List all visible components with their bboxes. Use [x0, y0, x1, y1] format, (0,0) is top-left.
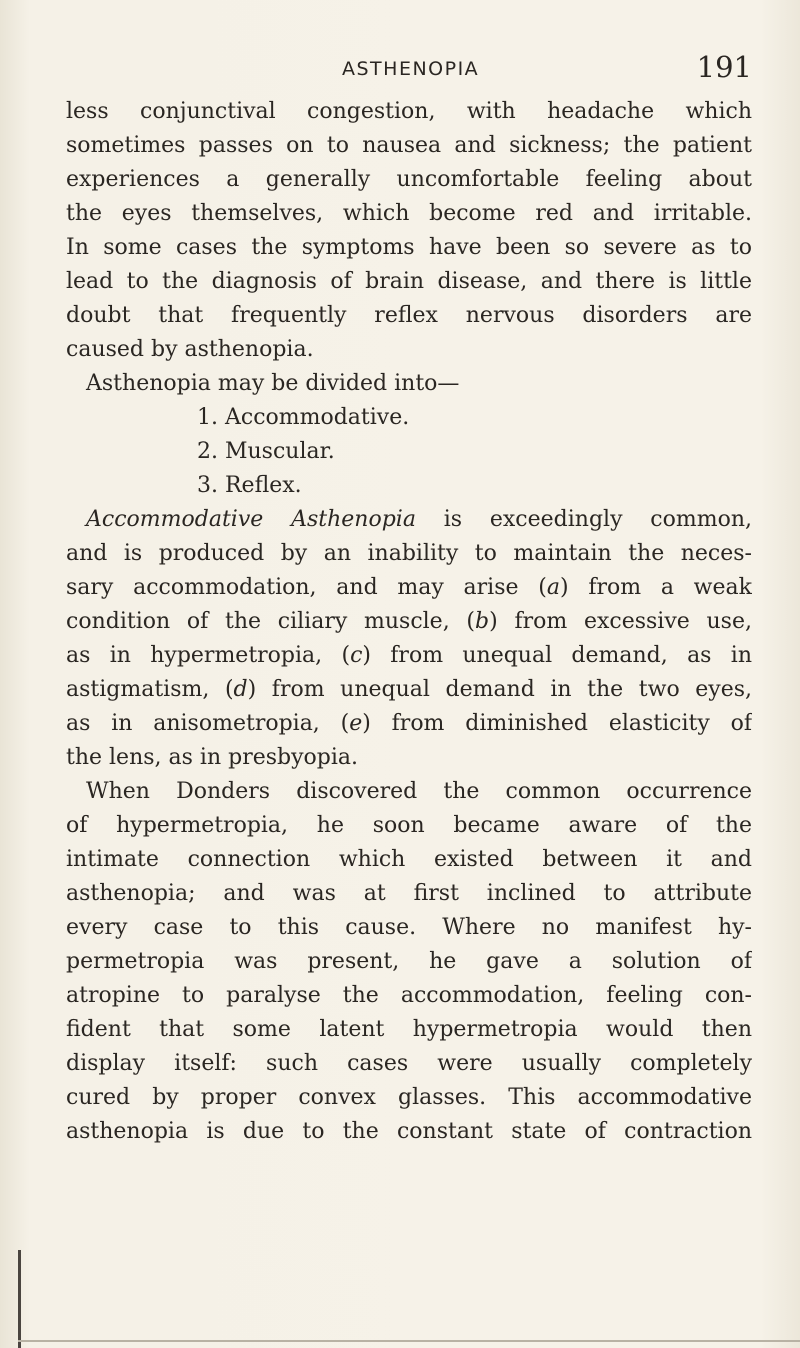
body-text: [66, 95, 752, 1149]
text-line-italic-lead: Accommodative Asthenopia is exceedingly common,: [86, 507, 752, 532]
text-line: lead to the diagnosis of brain disease, and there is little: [66, 269, 752, 294]
enumerator-letter: a: [546, 575, 560, 600]
page-edge-mark: [18, 1250, 21, 1348]
text-line: cured by proper convex glasses. This accommodative: [66, 1085, 752, 1110]
text-line: Asthenopia may be divided into—: [86, 371, 460, 396]
text-line: atropine to paralyse the accommodation, feeling con-: [66, 983, 752, 1008]
page-bottom-edge: [18, 1340, 800, 1342]
page-header: [66, 50, 752, 90]
text-line: the eyes themselves, which become red and irritable.: [66, 201, 752, 226]
list-item: 2. Muscular.: [197, 439, 335, 464]
text-line: display itself: such cases were usually completely: [66, 1051, 752, 1076]
enumerator-letter: b: [475, 609, 490, 634]
text-line: experiences a generally uncomfortable feeling about: [66, 167, 752, 192]
text-line: When Donders discovered the common occurrence: [86, 779, 752, 804]
text-line: doubt that frequently reflex nervous disorders are: [66, 303, 752, 328]
list-item: 1. Accommodative.: [197, 405, 410, 430]
text-line: asthenopia; and was at first inclined to attribute: [66, 881, 752, 906]
text-line: sary accommodation, and may arise (a) from a weak: [66, 575, 752, 600]
italic-term: Accommodative Asthenopia: [86, 507, 416, 532]
text-line: asthenopia is due to the constant state of contraction: [66, 1119, 752, 1144]
running-title: ASTHENOPIA: [342, 58, 480, 80]
text-line: every case to this cause. Where no manifest hy-: [66, 915, 752, 940]
text-line: permetropia was present, he gave a solution of: [66, 949, 752, 974]
text-line: of hypermetropia, he soon became aware of the: [66, 813, 752, 838]
text-line: as in anisometropia, (e) from diminished elasticity of: [66, 711, 752, 736]
text-line: and is produced by an inability to maintain the neces-: [66, 541, 752, 566]
text-line: as in hypermetropia, (c) from unequal demand, as in: [66, 643, 752, 668]
text-line: the lens, as in presbyopia.: [66, 745, 359, 770]
text-line: In some cases the symptoms have been so severe as to: [66, 235, 752, 260]
text-line: astigmatism, (d) from unequal demand in the two eyes,: [66, 677, 752, 702]
list-item: 3. Reflex.: [197, 473, 302, 498]
text-line: less conjunctival congestion, with headache which: [66, 99, 752, 124]
text-line: intimate connection which existed between it and: [66, 847, 752, 872]
enumerator-letter: d: [233, 677, 248, 702]
text-line: caused by asthenopia.: [66, 337, 314, 362]
text-line: fident that some latent hypermetropia would then: [66, 1017, 752, 1042]
enumerator-letter: c: [350, 643, 363, 668]
page-number: 191: [696, 50, 752, 84]
text-line: condition of the ciliary muscle, (b) from excessive use,: [66, 609, 752, 634]
text-line: sometimes passes on to nausea and sickness; the patient: [66, 133, 752, 158]
enumerator-letter: e: [349, 711, 363, 736]
